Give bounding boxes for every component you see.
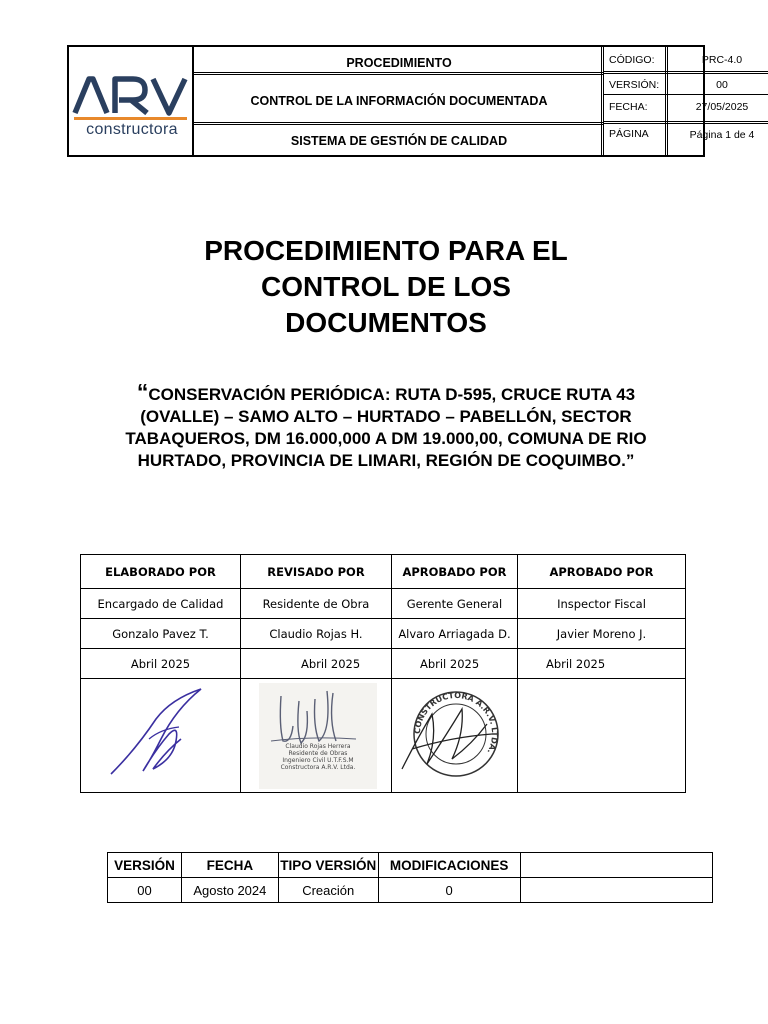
role-cell: Inspector Fiscal xyxy=(517,589,685,619)
project-name xyxy=(100,381,672,472)
role-cell: Gerente General xyxy=(391,589,517,619)
type-cell: Creación xyxy=(278,878,378,903)
signature-cell-3 xyxy=(391,679,517,793)
page-label: PÁGINA xyxy=(609,128,649,140)
name-cell: Claudio Rojas H. xyxy=(240,619,391,649)
date-cell: Abril 2025 xyxy=(517,649,685,679)
header-prepared-by: ELABORADO POR xyxy=(81,555,241,589)
roles-row xyxy=(81,589,686,619)
col-version: VERSIÓN xyxy=(108,853,182,878)
title-line-3: DOCUMENTOS xyxy=(285,307,487,338)
role-cell: Encargado de Calidad xyxy=(81,589,241,619)
header-document-title: CONTROL DE LA INFORMACIÓN DOCUMENTADA xyxy=(250,93,548,108)
title-line-2: CONTROL DE LOS xyxy=(261,271,511,302)
col-modifications: MODIFICACIONES xyxy=(378,853,520,878)
names-row xyxy=(81,619,686,649)
name-cell: Javier Moreno J. xyxy=(517,619,685,649)
version-header-row xyxy=(108,853,713,878)
logo-subtitle: constructora xyxy=(86,121,178,138)
seal-text: CONSTRUCTORA A.R.V. LTDA. xyxy=(412,690,499,756)
version-history-table xyxy=(107,852,713,903)
close-quote: ” xyxy=(625,451,635,470)
date-label: FECHA: xyxy=(609,101,648,113)
dates-row xyxy=(81,649,686,679)
signature-stamp-text: Claudio Rojas Herrera Residente de Obras Ingeniero Civil U.T.F.S.M Constructora A.R.V. Ltda. xyxy=(280,742,356,771)
col-empty xyxy=(520,853,712,878)
role-cell: Residente de Obra xyxy=(240,589,391,619)
header-system: SISTEMA DE GESTIÓN DE CALIDAD xyxy=(290,134,508,148)
version-value: 00 xyxy=(716,79,728,91)
version-label: VERSIÓN: xyxy=(609,79,660,91)
name-cell: Alvaro Arriagada D. xyxy=(391,619,517,649)
signature-gonzalo xyxy=(81,679,239,789)
table-row xyxy=(108,878,713,903)
signature-cell-4-empty xyxy=(517,679,685,793)
date-cell: Abril 2025 xyxy=(391,649,517,679)
modifications-cell: 0 xyxy=(378,878,520,903)
open-quote: “ xyxy=(136,379,149,405)
signatures-row xyxy=(81,679,686,793)
document-title xyxy=(120,233,652,341)
date-cell: Agosto 2024 xyxy=(181,878,278,903)
company-seal-signature xyxy=(392,679,517,789)
title-line-1: PROCEDIMIENTO PARA EL xyxy=(204,235,568,266)
col-version-type: TIPO VERSIÓN xyxy=(278,853,378,878)
date-value: 27/05/2025 xyxy=(695,101,749,113)
header-approved-by-2: APROBADO POR xyxy=(517,555,685,589)
col-date: FECHA xyxy=(181,853,278,878)
date-cell: Abril 2025 xyxy=(81,649,241,679)
company-logo xyxy=(69,47,194,155)
signature-claudio xyxy=(241,681,391,791)
page-value: Página 1 de 4 xyxy=(689,129,755,141)
signature-cell-1 xyxy=(81,679,241,793)
signature-cell-2 xyxy=(240,679,391,793)
header-reviewed-by: REVISADO POR xyxy=(240,555,391,589)
header-titles xyxy=(194,47,604,155)
version-cell: 00 xyxy=(108,878,182,903)
code-label: CÓDIGO: xyxy=(609,54,655,66)
approval-header-row xyxy=(81,555,686,589)
project-text: CONSERVACIÓN PERIÓDICA: RUTA D-595, CRUCE RUTA 43 (OVALLE) – SAMO ALTO – HURTADO – PABELLÓN, SECTOR TABAQUEROS, DM 16.000,000 A DM 19.000,00, COMUNA DE RIO HURTADO, PROVINCIA DE LIMARI, REGIÓN DE COQUIMBO. xyxy=(125,385,647,470)
document-header xyxy=(67,45,755,157)
header-approved-by: APROBADO POR xyxy=(391,555,517,589)
empty-cell xyxy=(520,878,712,903)
name-cell: Gonzalo Pavez T. xyxy=(81,619,241,649)
header-metadata xyxy=(604,47,755,155)
approval-table xyxy=(80,554,686,793)
code-value: PRC-4.0 xyxy=(701,54,743,66)
header-procedure: PROCEDIMIENTO xyxy=(346,55,452,70)
date-cell: Abril 2025 xyxy=(240,649,391,679)
